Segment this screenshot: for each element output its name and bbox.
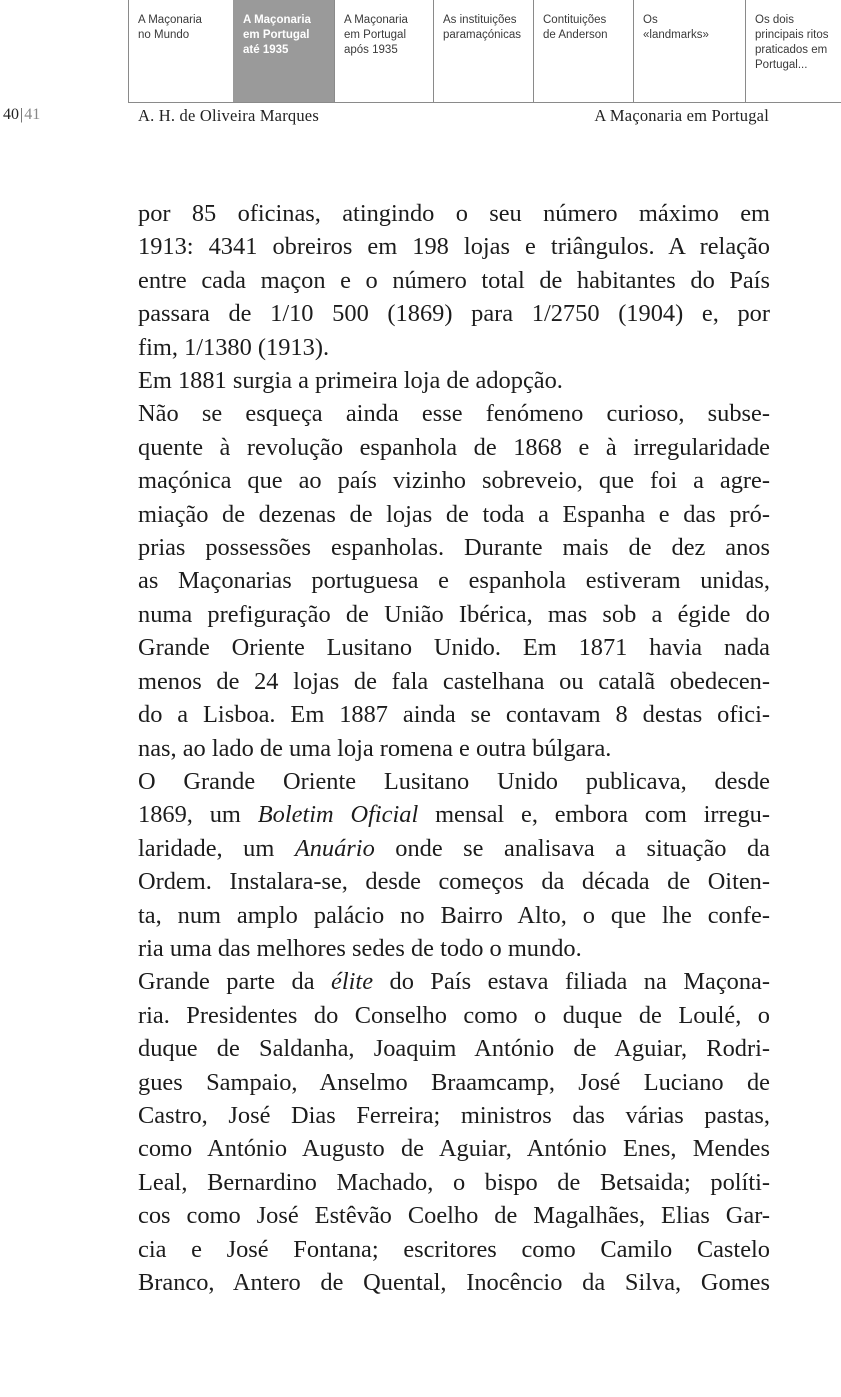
chapter-tab-label: praticados em bbox=[755, 44, 828, 56]
text-line: Em 1881 surgia a primeira loja de adopção. bbox=[138, 367, 563, 395]
text-line bbox=[138, 832, 770, 865]
text-run: 1869, um bbox=[138, 801, 258, 829]
text-line: entre cada maçon e o número total de habitantes do País bbox=[138, 266, 770, 294]
text-line: gues Sampaio, Anselmo Braamcamp, José Luciano de bbox=[138, 1068, 770, 1096]
text-line: prias possessões espanholas. Durante mais de dez anos bbox=[138, 534, 770, 562]
running-header-author: A. H. de Oliveira Marques bbox=[138, 106, 319, 125]
text-line: cos como José Estêvão Coelho de Magalhães, Elias Gar- bbox=[138, 1202, 770, 1230]
chapter-tab-label: As instituições bbox=[443, 14, 517, 26]
chapter-tab-label: de Anderson bbox=[543, 29, 608, 41]
text-line: ria. Presidentes do Conselho como o duque de Loulé, o bbox=[138, 1001, 770, 1029]
text-line: Castro, José Dias Ferreira; ministros das várias pastas, bbox=[138, 1101, 770, 1129]
chapter-tabs bbox=[128, 0, 841, 102]
text-line bbox=[138, 965, 770, 998]
text-line: por 85 oficinas, atingindo o seu número máximo em bbox=[138, 200, 770, 227]
chapter-tab-7[interactable] bbox=[745, 0, 841, 102]
text-line: fim, 1/1380 (1913). bbox=[138, 333, 330, 361]
text-line: numa prefiguração de União Ibérica, mas sob a égide do bbox=[138, 600, 770, 628]
text-line: duque de Saldanha, Joaquim António de Aguiar, Rodri- bbox=[138, 1035, 770, 1063]
chapter-tab-label: principais ritos bbox=[755, 29, 829, 41]
chapter-tab-label: no Mundo bbox=[138, 29, 190, 41]
chapter-tab-label: Portugal... bbox=[755, 59, 808, 71]
tabs-divider bbox=[128, 102, 841, 103]
text-line: menos de 24 lojas de fala castelhana ou catalã obedecen- bbox=[138, 667, 770, 695]
page-number-separator: | bbox=[20, 106, 24, 123]
chapter-tab-6[interactable] bbox=[633, 0, 745, 102]
chapter-tab-label: até 1935 bbox=[243, 44, 289, 56]
text-run: laridade, um bbox=[138, 834, 295, 862]
chapter-tab-label: A Maçonaria bbox=[344, 14, 408, 26]
chapter-tab-5[interactable] bbox=[533, 0, 633, 102]
text-line: passara de 1/10 500 (1869) para 1/2750 (1904) e, por bbox=[138, 300, 770, 328]
text-run: Grande parte da bbox=[138, 968, 332, 996]
text-line: 1913: 4341 obreiros em 198 lojas e triângulos. A relação bbox=[138, 233, 770, 261]
chapter-tab-label: em Portugal bbox=[344, 29, 407, 41]
text-line: miação de dezenas de lojas de toda a Espanha e das pró- bbox=[138, 500, 770, 528]
page-number-left: 40 bbox=[3, 106, 19, 123]
italic-title: Boletim Oficial bbox=[257, 801, 419, 829]
text-line: Branco, Antero de Quental, Inocêncio da Silva, Gomes bbox=[138, 1269, 770, 1296]
text-run: onde se analisava a situação da bbox=[374, 834, 770, 862]
chapter-tab-label: em Portugal bbox=[243, 29, 310, 41]
text-line: as Maçonarias portuguesa e espanhola estiveram unidas, bbox=[138, 567, 770, 595]
text-line: como António Augusto de Aguiar, António Enes, Mendes bbox=[138, 1135, 770, 1163]
chapter-tab-label: paramaçónicas bbox=[443, 29, 521, 41]
chapter-tab-label: Os bbox=[643, 14, 658, 26]
chapter-tab-2[interactable] bbox=[233, 0, 334, 102]
body-text bbox=[138, 197, 770, 1299]
text-line: Grande Oriente Lusitano Unido. Em 1871 havia nada bbox=[138, 634, 770, 662]
text-line: Não se esqueça ainda esse fenómeno curioso, subse- bbox=[138, 400, 770, 428]
chapter-tab-label: A Maçonaria bbox=[138, 14, 202, 26]
text-line: quente à revolução espanhola de 1868 e à irregularidade bbox=[138, 433, 770, 461]
text-line: nas, ao lado de uma loja romena e outra búlgara. bbox=[138, 734, 612, 762]
chapter-tab-label: Os dois bbox=[755, 14, 794, 26]
text-line bbox=[138, 798, 770, 831]
chapter-tab-3[interactable] bbox=[334, 0, 433, 102]
text-run: mensal e, embora com irregu- bbox=[418, 801, 771, 829]
italic-title: élite bbox=[331, 968, 374, 996]
text-line: ta, num amplo palácio no Bairro Alto, o que lhe confe- bbox=[138, 901, 770, 929]
text-run: do País estava filiada na Maçona- bbox=[373, 968, 771, 996]
running-header-title: A Maçonaria em Portugal bbox=[594, 106, 769, 125]
text-line: do a Lisboa. Em 1887 ainda se contavam 8 destas ofici- bbox=[138, 701, 770, 729]
page-number bbox=[3, 106, 40, 124]
chapter-tab-4[interactable] bbox=[433, 0, 533, 102]
chapter-tab-label: «landmarks» bbox=[643, 29, 709, 41]
text-line: cia e José Fontana; escritores como Camilo Castelo bbox=[138, 1235, 770, 1263]
text-line: Ordem. Instalara-se, desde começos da década de Oiten- bbox=[138, 868, 770, 896]
text-line: O Grande Oriente Lusitano Unido publicava, desde bbox=[138, 767, 770, 795]
chapter-tab-label: Contituições bbox=[543, 14, 607, 26]
chapter-tab-label: após 1935 bbox=[344, 44, 398, 56]
text-line: Leal, Bernardino Machado, o bispo de Betsaida; políti- bbox=[138, 1168, 770, 1196]
text-line: ria uma das melhores sedes de todo o mundo. bbox=[138, 934, 582, 962]
italic-title: Anuário bbox=[294, 834, 375, 862]
page-number-right: 41 bbox=[24, 106, 41, 123]
chapter-tab-1[interactable] bbox=[128, 0, 233, 102]
text-line: maçónica que ao país vizinho sobreveio, que foi a agre- bbox=[138, 467, 770, 495]
chapter-tab-label: A Maçonaria bbox=[243, 14, 311, 26]
